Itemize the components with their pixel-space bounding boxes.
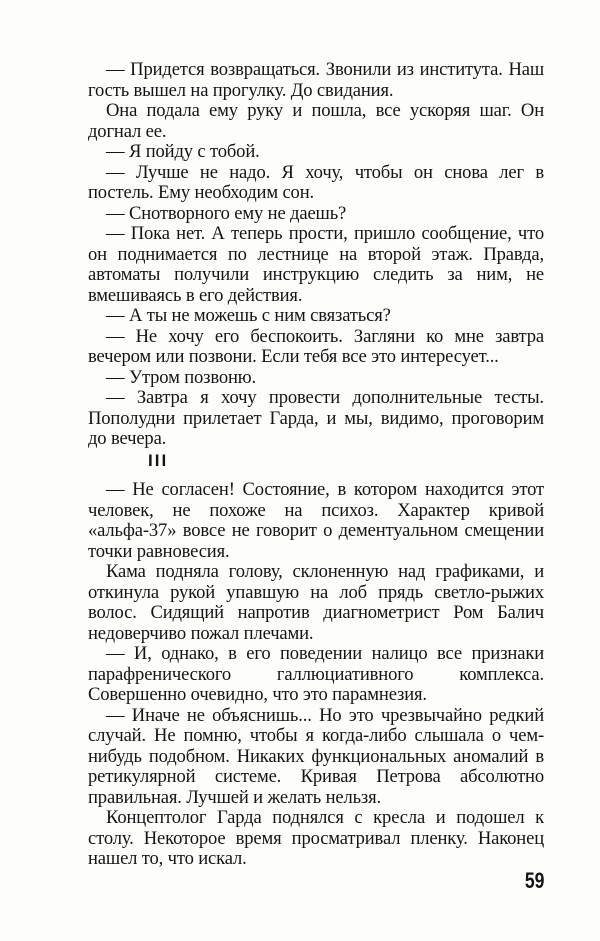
paragraph: Концептолог Гарда поднялся с кресла и подошел к столу. Некоторое время просматривал пленку. Наконец нашел то, что искал. — [88, 807, 544, 869]
paragraph: Она подала ему руку и пошла, все ускоряя шаг. Он догнал ее. — [88, 100, 544, 142]
text-section-1 — [88, 60, 544, 450]
paragraph: — А ты не можешь с ним связаться? — [106, 305, 391, 326]
paragraph: — И, однако, в его поведении налицо все признаки парафренического галлюциативного комплекса. Совершенно очевидно, что это парамнезия. — [88, 643, 544, 705]
paragraph: — Завтра я хочу провести дополнительные тесты. Пополудни прилетает Гарда, и мы, видимо, проговорим до вечера. — [88, 387, 544, 449]
paragraph: — Не хочу его беспокоить. Загляни ко мне завтра вечером или позвони. Если тебя все это интересует... — [88, 325, 544, 367]
text-section-2 — [88, 480, 544, 870]
chapter-number: III — [148, 451, 169, 470]
paragraph: — Снотворного ему не даешь? — [106, 202, 347, 224]
paragraph: — Не согласен! Состояние, в котором находится этот человек, не похоже на психоз. Характер кривой «альфа-37» вовсе не говорит о дементуальном смещении точки равновесия. — [88, 479, 544, 562]
paragraph: — Иначе не объяснишь... Но это чрезвычайно редкий случай. Не помню, чтобы я когда-либо слышала о чем-нибудь подобном. Никаких функциональных аномалий в ретикулярной системе. Кривая Петрова абсолютно правильная. Лучшей и желать нельзя. — [88, 704, 544, 808]
paragraph: Кама подняла голову, склоненную над графиками, и откинула рукой упавшую на лоб прядь светло-рыжих волос. Сидящий напротив диагнометрист Ром Балич недоверчиво пожал плечами. — [88, 561, 544, 644]
paragraph: — Лучше не надо. Я хочу, чтобы он снова лег в постель. Ему необходим сон. — [88, 161, 544, 203]
paragraph: — Утром позвоню. — [106, 366, 257, 388]
paragraph: — Придется возвращаться. Звонили из института. Наш гость вышел на прогулку. До свидания. — [88, 59, 544, 101]
paragraph: — Пока нет. А теперь прости, пришло сообщение, что он поднимается по лестнице на второй этаж. Правда, автоматы получили инструкцию следить за ним, не вмешиваясь в его действия. — [88, 223, 544, 306]
page-number: 59 — [524, 868, 544, 893]
paragraph: — Я пойду с тобой. — [106, 141, 260, 162]
